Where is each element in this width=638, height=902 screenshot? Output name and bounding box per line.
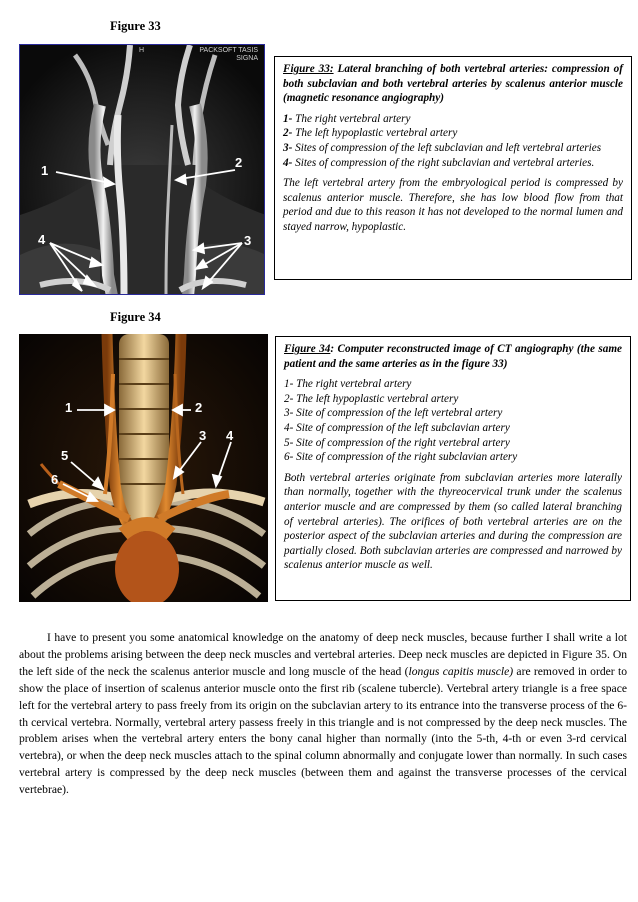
mri-arrow-number-2: 2 — [235, 155, 243, 170]
figure-34-caption-title-text: : Computer reconstructed image of CT angiography (the same patient and the same arteries as in the figure 33) — [284, 343, 622, 370]
figure-34-item-4: 4- Site of compression of the left subclavian artery — [284, 421, 510, 434]
item-number: 2- — [283, 127, 293, 140]
item-number: 4- — [283, 156, 293, 169]
figure-33-label: Figure 33 — [110, 19, 161, 33]
item-text: The right vertebral artery — [292, 112, 411, 125]
body-text-part-1: I have to present you some anatomical knowledge on the anatomy of deep neck muscles, because further I shall write a lot about the problems arising between the deep neck muscles and vertebral arteries. Deep neck muscles are depicted in Figure 35. On the left side of the neck the scalenus anterior muscle and long muscle of the head ( — [19, 631, 627, 678]
mri-header-line-1: PACKSOFT TASIS — [199, 47, 258, 54]
figure-33-caption — [274, 56, 632, 280]
ct-arrow-number-3: 3 — [199, 428, 207, 443]
figure-34-item-2: 2- The left hypoplastic vertebral artery — [284, 392, 459, 405]
figure-33-item-1 — [283, 112, 623, 127]
figure-33-caption-title-text: Lateral branching of both vertebral arteries: compression of both subclavian and both vertebral arteries by scalenus anterior muscle (magnetic resonance angiography) — [283, 63, 623, 105]
mra-illustration — [20, 45, 265, 295]
figure-34-item-1: 1- The right vertebral artery — [284, 378, 412, 391]
figure-34-caption-title — [284, 342, 622, 371]
ct-arrow-number-5: 5 — [61, 448, 69, 463]
mri-arrow-number-1: 1 — [41, 163, 49, 178]
item-number: 3- — [283, 141, 293, 154]
ct-arrow-number-6: 6 — [51, 472, 59, 487]
item-text: Sites of compression of the left subclavian and left vertebral arteries — [292, 141, 602, 154]
body-text-italic: longus capitis muscle) — [408, 664, 514, 678]
mri-corner-marker: H — [139, 47, 145, 54]
mri-arrow-number-3: 3 — [244, 233, 252, 248]
body-text-part-2: are removed in order to show the place of insertion of scalenus anterior muscle onto the first rib (scalene tubercle). Vertebral artery triangle is a free space left for the vertebral artery to pass freely from its origin on the subclavian artery to its entrance into the transverse process of the 6-th cervical vertebra. Normally, vertebral artery passess freely in this triangle and is not compressed by the deep neck muscles. The problem arises when the vertebral artery enters the bony canal higher than normally (into the 5-th, 4-th or even 3-rd cervical vertebra), or when the deep neck muscles attach to the spinal column abnormally and conjugate lower than normally. In such cases vertebral artery is compressed by the deep neck muscles (between them and against the transverse processes of the cervical vertebrae). — [19, 664, 628, 797]
figure-34-label: Figure 34 — [110, 310, 161, 324]
item-text: Sites of compression of the right subclavian and vertebral arteries. — [292, 156, 595, 169]
ct-arrow-number-2: 2 — [195, 400, 203, 415]
figure-33-caption-title — [283, 62, 623, 106]
ct-illustration — [19, 334, 268, 602]
item-number: 1- — [283, 112, 293, 125]
figure-34-item-5: 5- Site of compression of the right vertebral artery — [284, 436, 510, 449]
mri-header-line-2: SIGNA — [236, 55, 258, 62]
figure-33-item-4 — [283, 156, 623, 171]
figure-33-item-2 — [283, 126, 623, 141]
body-paragraph — [19, 630, 627, 799]
item-text: The left hypoplastic vertebral artery — [292, 127, 458, 140]
ct-arrow-number-4: 4 — [226, 428, 234, 443]
figure-33-caption-prefix: Figure 33: — [283, 63, 334, 75]
figure-34-ct-image — [19, 334, 268, 602]
figure-33-item-3 — [283, 141, 623, 156]
mri-arrow-number-4: 4 — [38, 232, 46, 247]
figure-34-item-6: 6- Site of compression of the right subclavian artery — [284, 451, 518, 464]
mri-header-text — [199, 47, 258, 63]
figure-34-caption-prefix: Figure 34 — [284, 343, 331, 355]
figure-33-mra-image — [19, 44, 265, 295]
body-text — [19, 630, 627, 799]
ct-arrow-number-1: 1 — [65, 400, 73, 415]
figure-34-caption — [275, 336, 631, 601]
figure-33-caption-note: The left vertebral artery from the embryological period is compressed by scalenus anterior muscle. Therefore, she has low blood flow from that period and due to this reason it has not developed to the normal lumen and stayed narrow, hypoplastic. — [283, 177, 623, 233]
figure-34-item-3: 3- Site of compression of the left vertebral artery — [284, 407, 503, 420]
figure-34-caption-note: Both vertebral arteries originate from subclavian arteries more laterally than normally, together with the thyreocervical trunk under the scalenus anterior muscle and are compressed by them (so called lateral branching of vertebral arteries). The orifices of both vertebral arteries are on the posterior aspect of the subclavian arteries and during the compression are partially closed. Both subclavian arteries are compressed and narrowed by scalenus anterior muscle as well. — [284, 471, 622, 572]
